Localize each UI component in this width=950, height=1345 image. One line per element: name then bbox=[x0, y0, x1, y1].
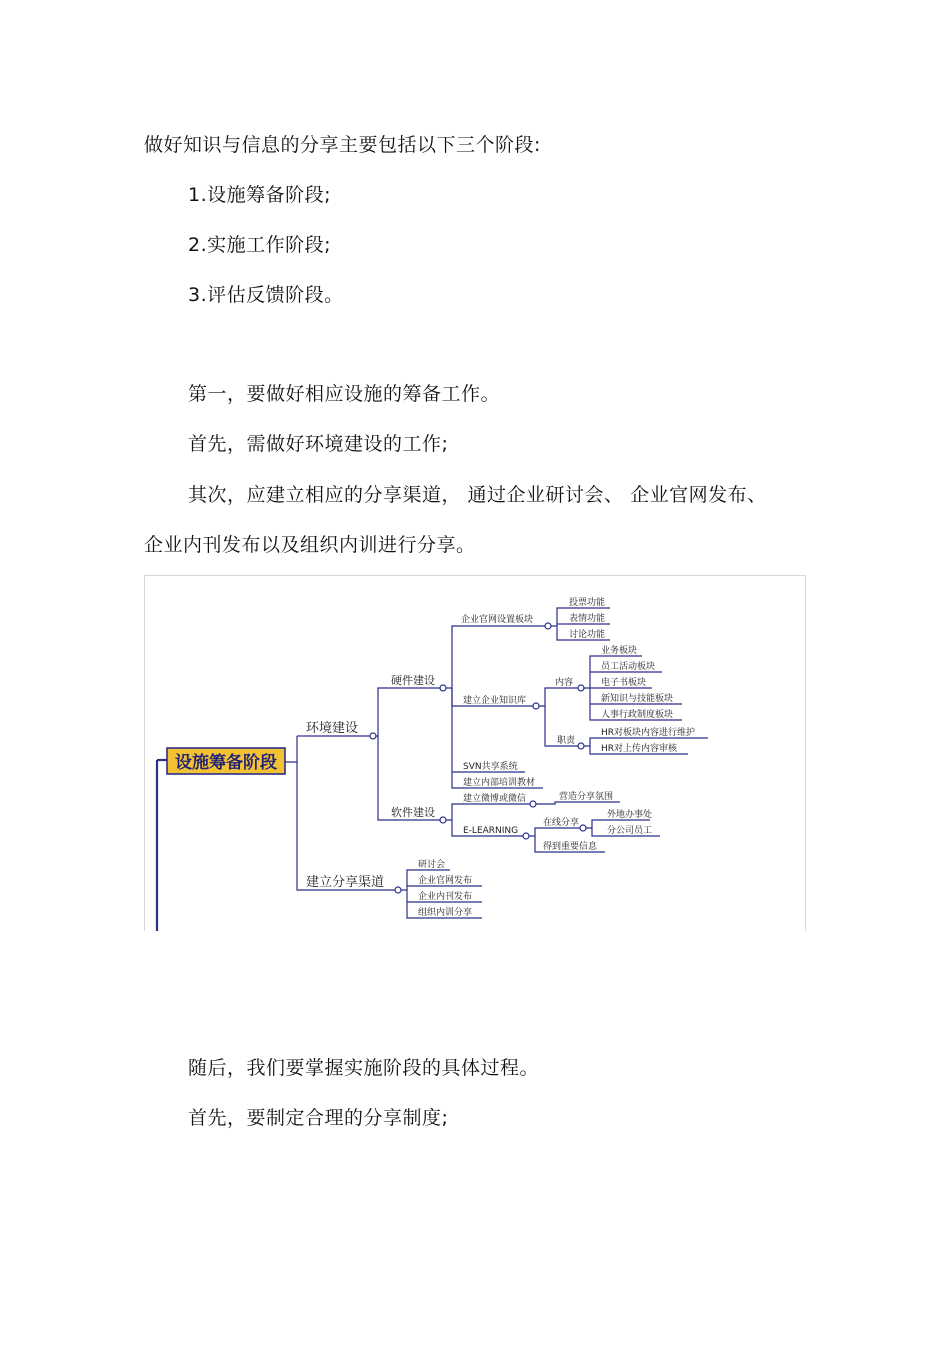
channel-node: 建立分享渠道 bbox=[306, 875, 385, 890]
hr-review-node: HR对上传内容审核 bbox=[601, 744, 678, 754]
stage-item-3: 3.评估反馈阶段。 bbox=[188, 284, 344, 306]
discuss-node: 讨论功能 bbox=[569, 630, 606, 640]
atmosphere-node: 营造分享氛围 bbox=[559, 792, 614, 802]
stage-item-1: 1.设施筹备阶段; bbox=[188, 184, 332, 206]
newknow-node: 新知识与技能板块 bbox=[601, 694, 674, 704]
vote-node: 投票功能 bbox=[569, 598, 606, 608]
internal-mat-node: 建立内部培训教材 bbox=[463, 778, 536, 788]
mindmap-svg bbox=[145, 576, 805, 931]
hrpolicy-node: 人事行政制度板块 bbox=[601, 710, 674, 720]
site-module-node: 企业官网设置板块 bbox=[461, 615, 534, 625]
activity-node: 员工活动板块 bbox=[601, 662, 656, 672]
important-node: 得到重要信息 bbox=[543, 842, 598, 852]
section1-heading: 第一，要做好相应设施的筹备工作。 bbox=[188, 383, 501, 405]
duty-node: 职责 bbox=[557, 736, 576, 746]
svn-node: SVN共享系统 bbox=[463, 762, 518, 772]
section1-first: 首先，需做好环境建设的工作; bbox=[188, 433, 449, 455]
content-node: 内容 bbox=[555, 678, 574, 688]
section2-first: 首先，要制定合理的分享制度; bbox=[188, 1107, 449, 1129]
root-node-label: 设施筹备阶段 bbox=[175, 753, 277, 773]
branch-node: 分公司员工 bbox=[607, 826, 653, 836]
training-node: 组织内训分享 bbox=[418, 908, 473, 918]
weibo-node: 建立微博或微信 bbox=[463, 794, 527, 804]
elearning-node: E-LEARNING bbox=[463, 826, 519, 836]
intro-paragraph: 做好知识与信息的分享主要包括以下三个阶段: bbox=[144, 134, 541, 156]
stage-item-2: 2.实施工作阶段; bbox=[188, 234, 332, 256]
emotion-node: 表情功能 bbox=[569, 614, 606, 624]
mindmap-figure bbox=[144, 575, 806, 931]
kb-node: 建立企业知识库 bbox=[463, 696, 527, 706]
ebook-node: 电子书板块 bbox=[601, 678, 647, 688]
website-node: 企业官网发布 bbox=[418, 876, 473, 886]
journal-node: 企业内刊发布 bbox=[418, 892, 473, 902]
software-node: 软件建设 bbox=[391, 806, 435, 819]
section1-second-line1: 其次，应建立相应的分享渠道， 通过企业研讨会、 企业官网发布、 bbox=[188, 484, 767, 506]
remote-node: 外地办事处 bbox=[607, 810, 653, 820]
section2-heading: 随后，我们要掌握实施阶段的具体过程。 bbox=[188, 1057, 540, 1079]
hr-maintain-node: HR对板块内容进行维护 bbox=[601, 728, 696, 738]
section1-second-line2: 企业内刊发布以及组织内训进行分享。 bbox=[144, 534, 476, 556]
online-share-node: 在线分享 bbox=[543, 818, 580, 828]
env-node: 环境建设 bbox=[306, 721, 359, 736]
seminar-node: 研讨会 bbox=[418, 860, 446, 870]
hardware-node: 硬件建设 bbox=[391, 674, 435, 687]
biz-node: 业务板块 bbox=[601, 646, 638, 656]
